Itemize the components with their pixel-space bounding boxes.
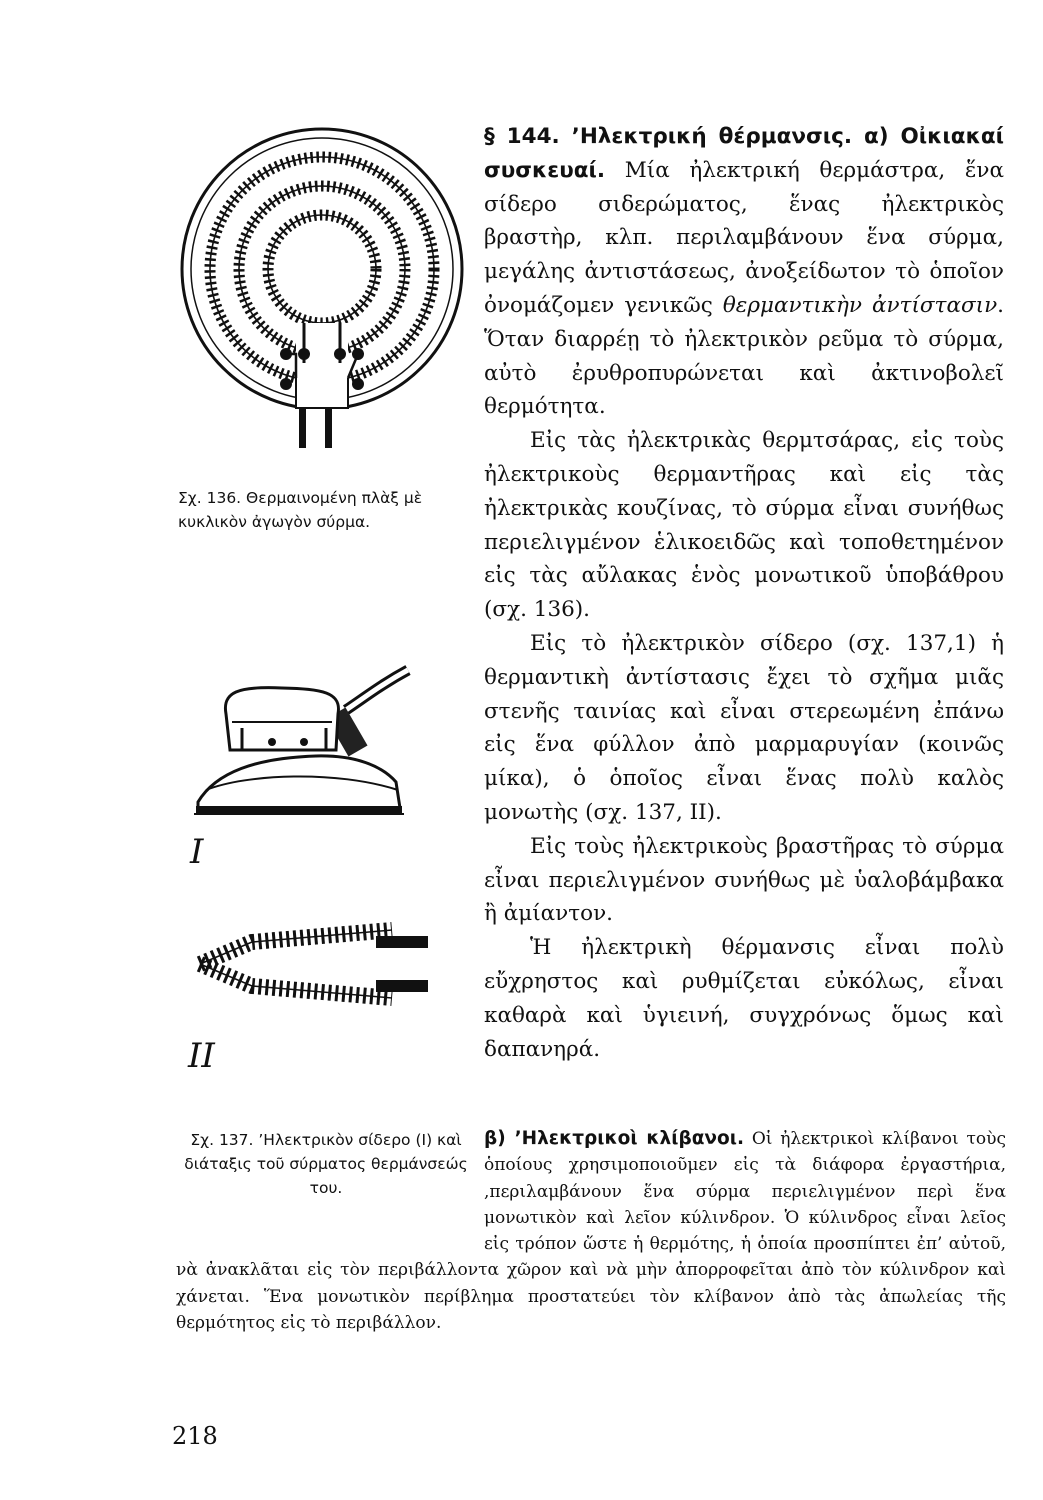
paragraph-1 [484,120,1004,424]
paragraph-3: Εἰς τὸ ἠλεκτρικὸν σίδερο (σχ. 137,1) ἡ θερμαντικὴ ἀντίστασις ἔχει τὸ σχῆμα μιᾶς στενῆς ταινίας καὶ εἶναι στερεωμένη ἐπάνω εἰς ἕνα φύλλον ἀπὸ μαρμαρυγίαν (κοινῶς μίκα), ὁ ὁποῖος εἶναι ἕνας πολὺ καλὸς μονωτὴς (σχ. 137, II). [484,630,1004,825]
paragraph-5: Ἡ ἠλεκτρικὴ θέρμανσις εἶναι πολὺ εὔχρηστος καὶ ρυθμίζεται εὐκόλως, εἶναι καθαρὰ καὶ ὑγιεινή, συγχρόνως ὅμως καὶ δαπανηρά. [484,935,1004,1062]
heating-plate-figure [178,118,468,458]
section-144 [484,120,1004,1066]
paragraph-2: Εἰς τὰς ἠλεκτρικὰς θερμτσάρας, εἰς τοὺς ἠλεκτρικοὺς θερμαντῆρας καὶ εἰς τὰς ἠλεκτρικὰς κουζίνας, τὸ σύρμα εἶναι συνήθως περιελιγμένον ἑλικοειδῶς καὶ τοποθετημένον εἰς τὰς αὔλακας ἑνὸς μονωτικοῦ ὑποβάθρου (σχ. 136). [484,428,1004,623]
subsection-heading: β) ’Ηλεκτρικοὶ κλίβανοι. [484,1128,744,1149]
figure-136-caption: Σχ. 136. Θερμαινομένη πλὰξ μὲ κυκλικὸν ἀγωγὸν σύρμα. [178,489,423,531]
paragraph-1-text-a: Μία ἠλεκτρική θερμάστρα, ἕνα σίδερο σιδερώματος, ἕνας ἠλεκτρικὸς βραστὴρ, κλπ. περιλαμβάνουν ἕνα σύρμα, μεγάλης ἀντιστάσεως, ἀνοξείδωτον τὸ ὁποῖον ὀνομάζομεν γενικῶς [484,157,1004,318]
subsection-text: Οἱ ἠλεκτρικοὶ κλίβανοι τοὺς ὁποίους χρησιμοποιοῦμεν εἰς τὰ διάφορα ἐργαστήρια, ,περιλαμβάνουν ἕνα σύρμα περιελιγμένον περὶ ἕνα μονωτικὸν καὶ λεῖον κύλινδρον. Ὁ κύλινδρος εἶναι λεῖος εἰς τρόπον ὥστε ἡ θερμότης, ἡ ὁποία προσπίπτει ἐπ’ αὐτοῦ, νὰ ἀνακλᾶται εἰς τὸν περιβάλλοντα χῶρον καὶ νὰ μὴν ἀπορροφεῖται ἀπὸ τὸν κύλινδρον καὶ χάνεται. Ἕνα μονωτικὸν περίβλημα προστατεύει τὸν κλίβανον ἀπὸ τὰς ἀπωλείας τῆς θερμότητος εἰς τὸ περιβάλλον. [176,1129,1006,1334]
paragraph-4: Εἰς τοὺς ἠλεκτρικοὺς βραστῆρας τὸ σύρμα εἶναι περιελιγμένον συνήθως μὲ ὑαλοβάμβακα ἢ ἀμίαντον. [484,833,1004,927]
figure-137-label-1: I [190,832,204,872]
section-heading: § 144. ’Ηλεκτρική θέρμανσις. α) Οἰκιακαί συσκευαί. [484,124,1004,183]
figure-137-caption: Σχ. 137. ’Ηλεκτρικὸν σίδερο (I) καὶ διάταξις τοῦ σύρματος θερμάνσεώς του. [184,1131,468,1197]
page-number: 218 [172,1422,218,1450]
paragraph-1-text-b: . Ὅταν διαρρέῃ τὸ ἠλεκτρικὸν ρεῦμα τὸ σύρμα, αὐτὸ ἐρυθροπυρώνεται καὶ ἀκτινοβολεῖ θερμότητα. [484,292,1004,420]
figure-137-label-2: II [188,1036,215,1076]
heating-wire-figure [192,900,432,1030]
heating-resistance-term: θερμαντικὴν ἀντίστασιν [722,292,998,318]
electric-iron-figure [186,662,426,832]
